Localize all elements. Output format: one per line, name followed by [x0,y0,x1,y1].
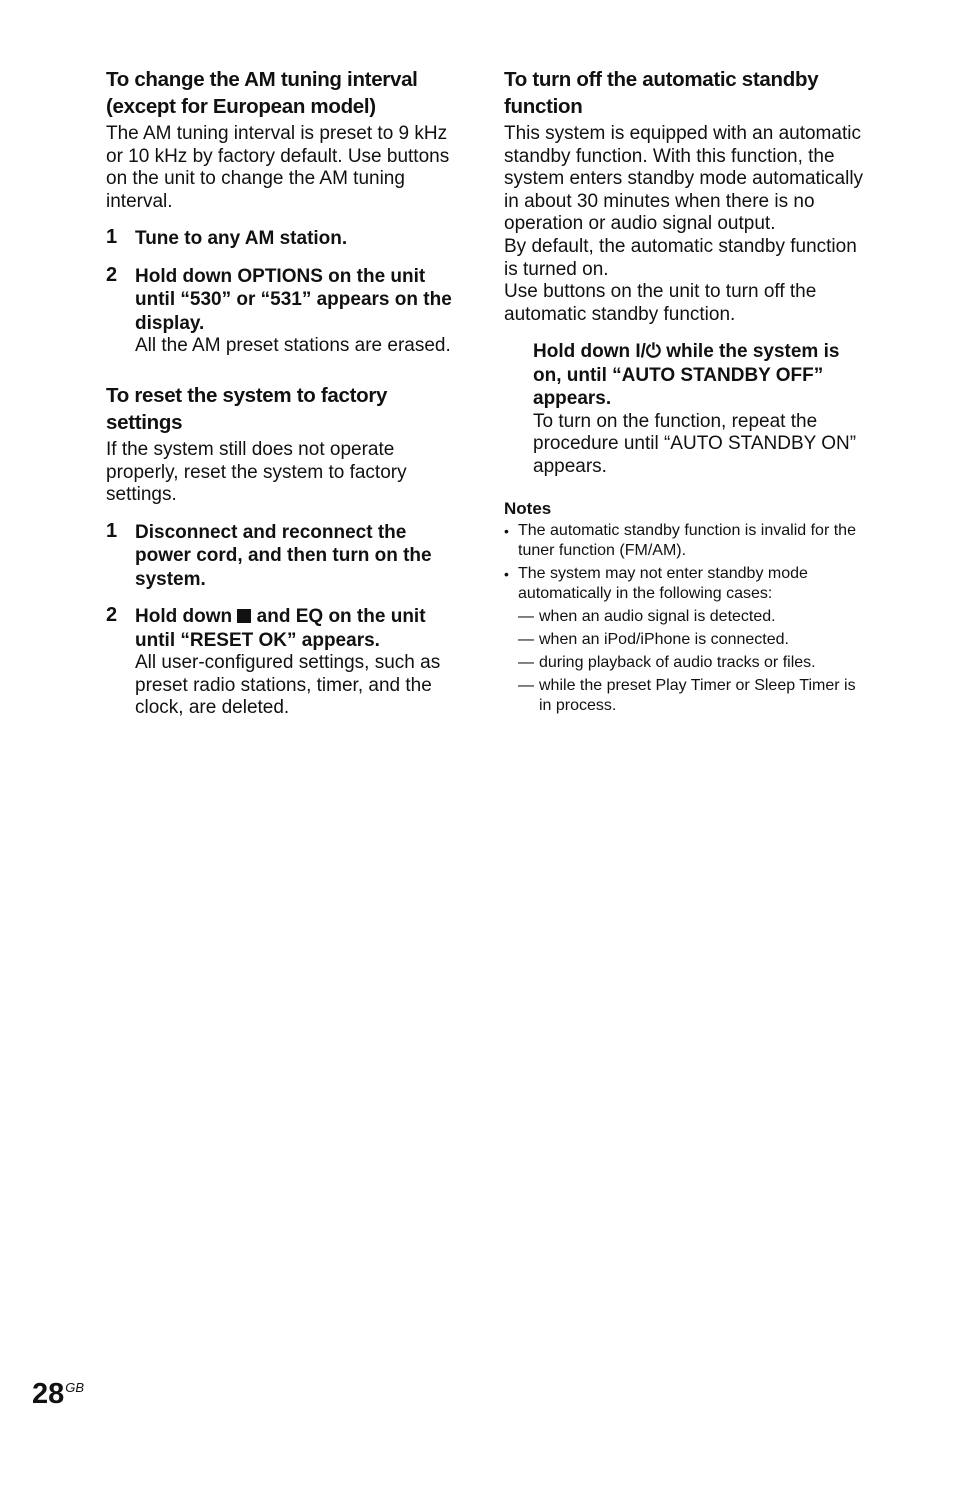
auto-standby-heading: To turn off the automatic standby function [504,68,819,118]
am-interval-heading: To change the AM tuning interval (except for European model) [106,68,418,118]
instruction-after-icon: and EQ on the unit until “RESET OK” appears. [135,606,426,651]
reset-step-2 [106,605,462,720]
procedure-instruction [533,340,864,411]
case-text: during playback of audio tracks or files. [539,653,816,671]
step-number: 1 [106,226,118,249]
note-item [504,564,864,716]
instruction-before-icon: Hold down [533,341,631,363]
page-number-suffix: GB [65,1380,85,1396]
factory-reset-section [106,382,462,720]
step-result: All user-configured settings, such as preset radio stations, timer, and the clock, are deleted. [135,652,441,719]
power-icon: I/⏻ [635,341,661,363]
bullet-icon: • [504,565,509,582]
case-text: when an audio signal is detected. [539,607,776,625]
right-column [504,66,864,719]
step-instruction [135,605,462,652]
factory-reset-heading: To reset the system to factory settings [106,383,388,434]
step-instruction: Hold down OPTIONS on the unit until “530” or “531” appears on the display. [135,265,452,334]
step-instruction: Disconnect and reconnect the power cord, and then turn on the system. [135,521,432,590]
dash-icon: — [518,607,534,625]
auto-standby-procedure [504,340,864,478]
auto-standby-section [504,66,864,479]
note-text: The automatic standby function is invalid for the tuner function (FM/AM). [518,521,856,559]
page-number [32,1378,84,1411]
notes-section [504,499,864,716]
step-number: 1 [106,519,118,542]
am-step-1 [106,227,462,251]
left-column [106,66,462,720]
page-number-value: 28 [32,1378,65,1410]
case-item [518,653,864,673]
dash-icon: — [518,630,534,648]
note-text: The system may not enter standby mode automatically in the following cases: [518,564,808,602]
instruction-before-icon: Hold down [135,606,233,628]
am-interval-intro: The AM tuning interval is preset to 9 kHz or 10 kHz by factory default. Use buttons on the unit to change the AM tuning interval. [106,123,450,212]
step-instruction: Tune to any AM station. [135,228,348,250]
am-interval-section [106,66,462,358]
auto-standby-intro-1: This system is equipped with an automatic standby function. With this function, the system enters standby mode automatically in about 30 minutes when there is no operation or audio signal output. [504,123,864,235]
procedure-result: To turn on the function, repeat the procedure until “AUTO STANDBY ON” appears. [533,410,857,478]
stop-icon [237,609,251,623]
auto-standby-intro-2: By default, the automatic standby function is turned on. [504,235,857,280]
step-result: All the AM preset stations are erased. [135,335,451,357]
case-text: while the preset Play Timer or Sleep Timer is in process. [539,676,856,714]
am-step-2 [106,265,462,358]
auto-standby-intro-3: Use buttons on the unit to turn off the automatic standby function. [504,281,817,325]
case-item [518,630,864,650]
case-text: when an iPod/iPhone is connected. [539,630,789,648]
instruction-after-icon: while the system is on, until “AUTO STANDBY OFF” appears. [533,341,840,410]
case-item [518,607,864,627]
factory-reset-intro: If the system still does not operate properly, reset the system to factory settings. [106,438,407,506]
notes-title: Notes [504,498,552,518]
step-number: 2 [106,604,118,627]
case-item [518,676,864,716]
bullet-icon: • [504,522,509,539]
reset-step-1 [106,521,462,592]
note-item [504,521,864,561]
notes-list [504,521,864,716]
step-number: 2 [106,263,118,286]
dash-icon: — [518,676,534,694]
cases-list [518,607,864,716]
dash-icon: — [518,653,534,671]
